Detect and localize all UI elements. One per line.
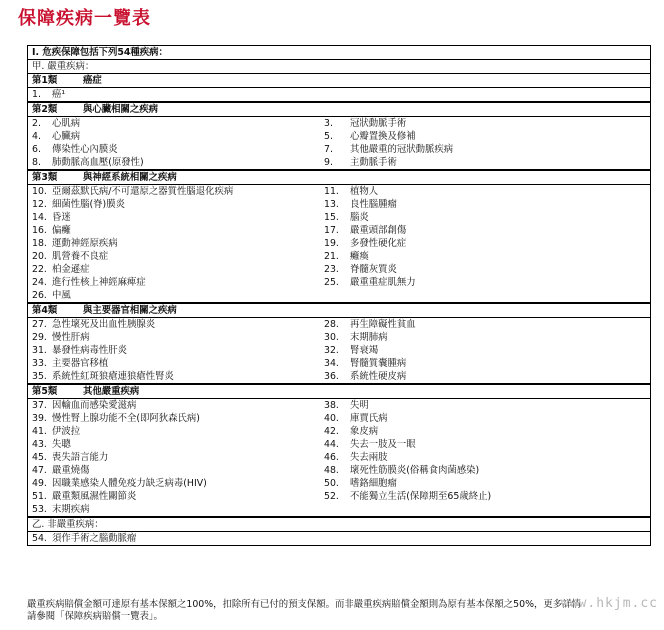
category-header-row <box>28 101 650 116</box>
disease-number: 35. <box>32 371 47 382</box>
section-b-row <box>28 516 650 531</box>
disease-name: 心肌病 <box>52 118 81 129</box>
footer-note-line-2: 請參閱「保障疾病賠償一覽表」。 <box>27 611 163 622</box>
disease-row <box>28 477 650 490</box>
disease-name: 癱瘓 <box>350 251 369 262</box>
disease-number: 17. <box>324 225 339 236</box>
category-header-row <box>28 169 650 184</box>
disease-number: 46. <box>324 452 339 463</box>
disease-row <box>28 156 650 169</box>
disease-number: 39. <box>32 413 47 424</box>
disease-name: 喪失語言能力 <box>52 452 109 463</box>
disease-name: 慢性肝病 <box>52 332 90 343</box>
section-b-label: 乙. 非嚴重疾病： <box>32 519 104 530</box>
disease-row <box>28 143 650 156</box>
disease-name: 肺動脈高血壓(原發性) <box>52 157 144 168</box>
disease-number: 24. <box>32 277 47 288</box>
disease-number: 19. <box>324 238 339 249</box>
disease-number: 14. <box>32 212 47 223</box>
disease-number: 28. <box>324 319 339 330</box>
disease-name: 伊波拉 <box>52 426 81 437</box>
disease-name: 冠狀動脈手術 <box>350 118 407 129</box>
disease-row <box>28 438 650 451</box>
disease-name: 因職業感染人體免疫力缺乏病毒(HIV) <box>52 478 207 489</box>
table-header: I. 危疾保障包括下列54種疾病： <box>32 47 168 58</box>
disease-name: 多發性硬化症 <box>350 238 407 249</box>
disease-name: 進行性核上神經麻痺症 <box>52 277 146 288</box>
disease-number: 41. <box>32 426 47 437</box>
disease-name: 細菌性腦(脊)膜炎 <box>52 199 125 210</box>
disease-row <box>28 87 650 101</box>
section-a-row <box>28 59 650 73</box>
disease-number: 42. <box>324 426 339 437</box>
disease-number: 37. <box>32 400 47 411</box>
disease-row <box>28 464 650 477</box>
disease-number: 38. <box>324 400 339 411</box>
disease-row <box>28 503 650 516</box>
disease-row <box>28 276 650 289</box>
disease-number: 52. <box>324 491 339 502</box>
disease-row <box>28 198 650 211</box>
disease-number: 18. <box>32 238 47 249</box>
category-header-row <box>28 302 650 317</box>
category-header-row <box>28 73 650 87</box>
disease-name: 癌¹ <box>52 89 66 100</box>
disease-number: 40. <box>324 413 339 424</box>
disease-number: 10. <box>32 186 47 197</box>
disease-number: 29. <box>32 332 47 343</box>
disease-name: 其他嚴重的冠狀動脈疾病 <box>350 144 454 155</box>
disease-row <box>28 250 650 263</box>
disease-row <box>28 398 650 412</box>
disease-name: 失聰 <box>52 439 71 450</box>
disease-row <box>28 130 650 143</box>
disease-row <box>28 263 650 276</box>
disease-name: 嗜鉻細胞瘤 <box>350 478 397 489</box>
disease-number: 26. <box>32 290 47 301</box>
disease-row <box>28 531 650 545</box>
disease-name: 心臟病 <box>52 131 81 142</box>
disease-number: 51. <box>32 491 47 502</box>
watermark: www.hkjm.cc <box>560 596 658 611</box>
disease-name: 腎衰竭 <box>350 345 379 356</box>
disease-number: 11. <box>324 186 339 197</box>
disease-name: 須作手術之腦動脈瘤 <box>52 533 137 544</box>
disease-name: 心瓣置換及修補 <box>350 131 416 142</box>
disease-name: 良性腦腫瘤 <box>350 199 397 210</box>
disease-row <box>28 224 650 237</box>
disease-row <box>28 317 650 331</box>
disease-number: 1. <box>32 89 41 100</box>
category-number: 第1類 <box>32 75 58 86</box>
disease-row <box>28 370 650 383</box>
disease-number: 15. <box>324 212 339 223</box>
disease-name: 庫賈氏病 <box>350 413 388 424</box>
category-name: 與心臟相關之疾病 <box>83 104 159 115</box>
disease-row <box>28 490 650 503</box>
disease-name: 腦炎 <box>350 212 369 223</box>
section-a-label: 甲. 嚴重疾病： <box>32 61 95 72</box>
disease-name: 失明 <box>350 400 369 411</box>
category-name: 與主要器官相關之疾病 <box>83 305 177 316</box>
disease-name: 肌營養不良症 <box>52 251 109 262</box>
disease-number: 44. <box>324 439 339 450</box>
category-number: 第2類 <box>32 104 58 115</box>
disease-name: 系統性紅斑狼瘡連狼瘡性腎炎 <box>52 371 174 382</box>
disease-number: 8. <box>32 157 41 168</box>
disease-row <box>28 116 650 130</box>
disease-number: 45. <box>32 452 47 463</box>
disease-name: 亞爾茲默氏病/不可還原之器質性腦退化疾病 <box>52 186 234 197</box>
disease-name: 偏癱 <box>52 225 71 236</box>
disease-number: 5. <box>324 131 333 142</box>
disease-number: 12. <box>32 199 47 210</box>
disease-name: 失去一肢及一眼 <box>350 439 416 450</box>
disease-number: 4. <box>32 131 41 142</box>
disease-number: 3. <box>324 118 333 129</box>
disease-number: 54. <box>32 533 47 544</box>
disease-number: 50. <box>324 478 339 489</box>
table-header-row <box>28 46 650 59</box>
disease-number: 43. <box>32 439 47 450</box>
disease-number: 9. <box>324 157 333 168</box>
disease-name: 末期肺病 <box>350 332 388 343</box>
footer-note-line-1: 嚴重疾病賠償金額可達原有基本保額之100%，扣除所有已付的預支保額。而非嚴重疾病賠償金額則為原有基本保額之50%，更多詳情 <box>27 599 581 610</box>
category-name: 與神經系統相關之疾病 <box>83 172 177 183</box>
disease-row <box>28 451 650 464</box>
disease-name: 失去兩肢 <box>350 452 388 463</box>
disease-name: 壞死性筋膜炎(俗稱食肉菌感染) <box>350 465 480 476</box>
category-name: 其他嚴重疾病 <box>83 386 140 397</box>
disease-row <box>28 425 650 438</box>
category-number: 第5類 <box>32 386 58 397</box>
disease-name: 暴發性病毒性肝炎 <box>52 345 128 356</box>
disease-name: 主動脈手術 <box>350 157 397 168</box>
disease-number: 53. <box>32 504 47 515</box>
disease-number: 36. <box>324 371 339 382</box>
disease-table <box>27 45 651 546</box>
disease-row <box>28 184 650 198</box>
disease-name: 嚴重燒傷 <box>52 465 90 476</box>
disease-number: 6. <box>32 144 41 155</box>
disease-name: 系統性硬皮病 <box>350 371 407 382</box>
disease-number: 32. <box>324 345 339 356</box>
disease-row <box>28 412 650 425</box>
disease-name: 嚴重類風濕性關節炎 <box>52 491 137 502</box>
disease-number: 30. <box>324 332 339 343</box>
disease-name: 再生障礙性貧血 <box>350 319 416 330</box>
disease-name: 慢性腎上腺功能不全(即阿狄森氏病) <box>52 413 200 424</box>
disease-number: 2. <box>32 118 41 129</box>
disease-number: 23. <box>324 264 339 275</box>
category-header-row <box>28 383 650 398</box>
disease-number: 13. <box>324 199 339 210</box>
disease-name: 中風 <box>52 290 71 301</box>
disease-name: 植物人 <box>350 186 379 197</box>
disease-number: 47. <box>32 465 47 476</box>
category-name: 癌症 <box>83 75 102 86</box>
disease-row <box>28 289 650 302</box>
disease-row <box>28 344 650 357</box>
disease-name: 末期疾病 <box>52 504 90 515</box>
disease-name: 主要器官移植 <box>52 358 109 369</box>
disease-number: 22. <box>32 264 47 275</box>
disease-name: 嚴重重症肌無力 <box>350 277 416 288</box>
disease-name: 脊髓灰質炎 <box>350 264 397 275</box>
disease-number: 27. <box>32 319 47 330</box>
disease-row <box>28 331 650 344</box>
page-title: 保障疾病一覽表 <box>18 8 151 29</box>
disease-row <box>28 211 650 224</box>
disease-name: 柏金遜症 <box>52 264 90 275</box>
disease-number: 33. <box>32 358 47 369</box>
disease-name: 不能獨立生活(保障期至65歲終止) <box>350 491 492 502</box>
disease-name: 運動神經原疾病 <box>52 238 118 249</box>
disease-name: 昏迷 <box>52 212 71 223</box>
disease-number: 21. <box>324 251 339 262</box>
category-number: 第3類 <box>32 172 58 183</box>
disease-number: 48. <box>324 465 339 476</box>
disease-number: 16. <box>32 225 47 236</box>
disease-number: 34. <box>324 358 339 369</box>
disease-name: 腎髓質囊腫病 <box>350 358 407 369</box>
disease-number: 49. <box>32 478 47 489</box>
disease-name: 傳染性心內膜炎 <box>52 144 118 155</box>
category-number: 第4類 <box>32 305 58 316</box>
disease-name: 急性壞死及出血性胰腺炎 <box>52 319 156 330</box>
disease-number: 31. <box>32 345 47 356</box>
disease-number: 7. <box>324 144 333 155</box>
disease-number: 20. <box>32 251 47 262</box>
disease-number: 25. <box>324 277 339 288</box>
disease-name: 象皮病 <box>350 426 379 437</box>
disease-row <box>28 237 650 250</box>
disease-name: 因輸血而感染愛滋病 <box>52 400 137 411</box>
disease-row <box>28 357 650 370</box>
disease-name: 嚴重頭部創傷 <box>350 225 407 236</box>
